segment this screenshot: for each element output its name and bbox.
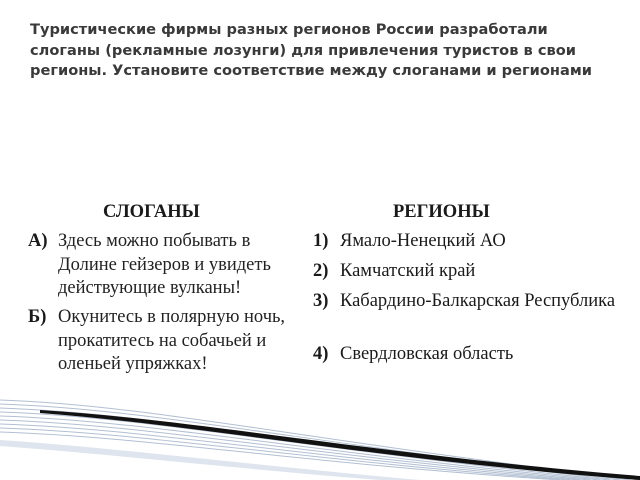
region-marker: 3) bbox=[313, 291, 329, 311]
task-heading: Туристические фирмы разных регионов России разработали слоганы (рекламные лозунги) для привлечения туристов в свои регионы. Установите соответствие между слоганами и регионами bbox=[30, 21, 592, 79]
region-marker: 2) bbox=[313, 261, 329, 281]
slogan-text: Здесь можно побывать в Долине гейзеров и увидеть действующие вулканы! bbox=[58, 231, 271, 298]
region-text: Ямало-Ненецкий АО bbox=[340, 231, 506, 251]
region-text: Камчатский край bbox=[340, 261, 476, 281]
regions-column-title: РЕГИОНЫ bbox=[393, 202, 490, 222]
region-marker: 4) bbox=[313, 344, 329, 364]
region-text: Свердловская область bbox=[340, 344, 514, 364]
region-text: Кабардино-Балкарская Республика bbox=[340, 291, 616, 311]
slogan-marker: А) bbox=[28, 231, 48, 251]
slogan-marker: Б) bbox=[28, 307, 47, 327]
slogans-column-title: СЛОГАНЫ bbox=[103, 202, 200, 222]
region-marker: 1) bbox=[313, 231, 329, 251]
slogan-text: Окунитесь в полярную ночь, прокатитесь на собачьей и оленьей упряжках! bbox=[58, 307, 286, 374]
